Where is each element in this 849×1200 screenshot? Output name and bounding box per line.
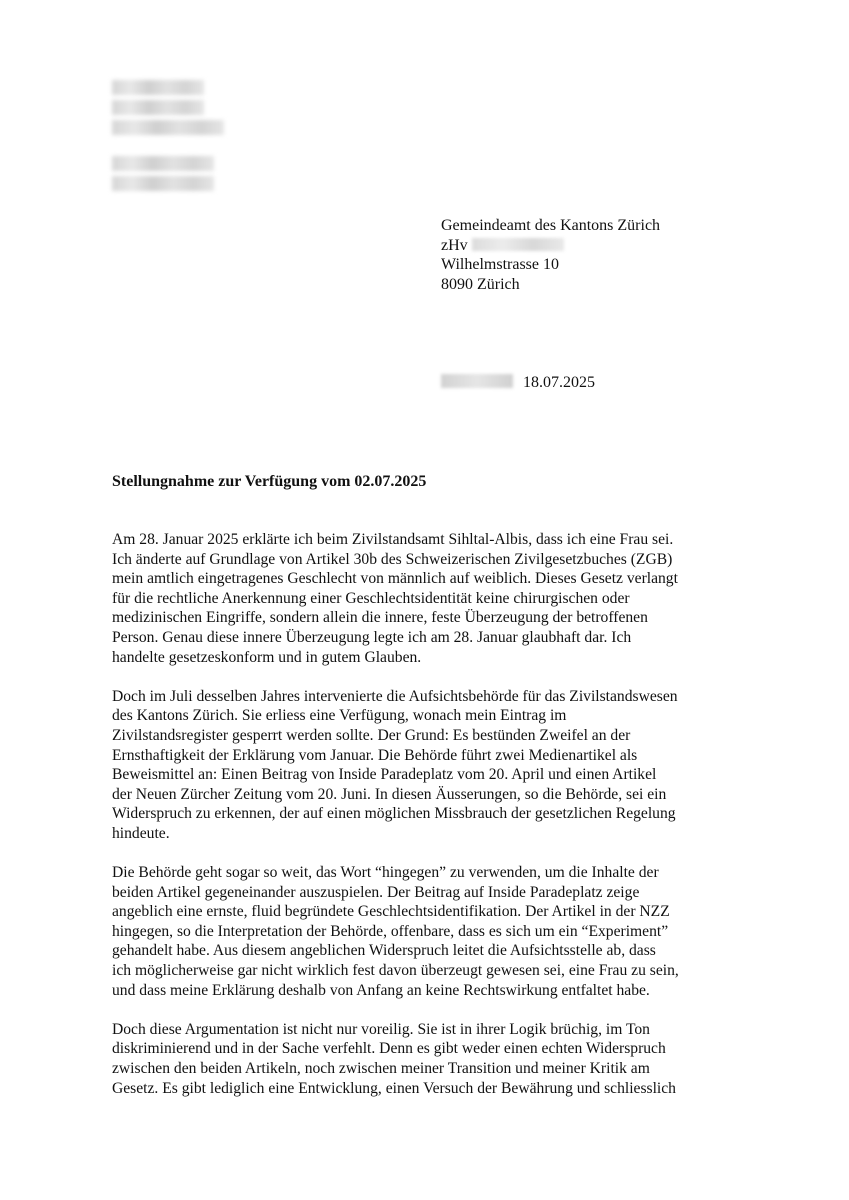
letter-subject: Stellungnahme zur Verfügung vom 02.07.2025 [112,473,427,490]
paragraph-line: Die Behörde geht sogar so weit, das Wort “hingegen” zu verwenden, um die Inhalte der [112,864,659,882]
recipient-line [441,236,660,256]
recipient-line: Wilhelmstrasse 10 [441,256,559,273]
body-paragraph [112,530,742,667]
redacted-line [112,156,214,171]
body-paragraph [112,1020,742,1098]
paragraph-line: ich möglicherweise gar nicht wirklich fest davon überzeugt gewesen sei, eine Frau zu sein, [112,962,679,980]
paragraph-line: medizinischen Eingriffe, sondern allein die innere, feste Überzeugung der betroffenen [112,609,648,627]
paragraph-line: Person. Genau diese innere Überzeugung legte ich am 28. Januar glaubhaft dar. Ich [112,628,632,646]
paragraph-line: mein amtlich eingetragenes Geschlecht von männlich auf weiblich. Dieses Gesetz verlangt [112,570,678,588]
place-date-line [441,373,595,393]
paragraph-line: und dass meine Erklärung deshalb von Anfang an keine Rechtswirkung entfaltet habe. [112,981,650,999]
paragraph-line: Gesetz. Es gibt lediglich eine Entwicklung, einen Versuch der Bewährung und schliesslich [112,1079,676,1097]
recipient-line: 8090 Zürich [441,275,520,293]
paragraph-line: Doch im Juli desselben Jahres intervenierte die Aufsichtsbehörde für das Zivilstandswesen [112,687,678,705]
paragraph-line: Widerspruch zu erkennen, der auf einen möglichen Missbrauch der gesetzlichen Regelung [112,805,676,823]
redacted-line [112,100,204,115]
paragraph-line: Am 28. Januar 2025 erklärte ich beim Zivilstandsamt Sihltal-Albis, dass ich eine Frau sei. [112,531,674,548]
paragraph-line: Zivilstandsregister gesperrt werden sollte. Der Grund: Es bestünden Zweifel an der [112,726,631,744]
paragraph-line: zwischen den beiden Artikeln, noch zwischen meiner Transition und meiner Kritik am [112,1060,650,1078]
paragraph-line: diskriminierend und in der Sache verfehlt. Denn es gibt weder einen echten Widerspruch [112,1040,666,1058]
recipient-address [441,216,660,294]
redacted-place [441,374,513,388]
paragraph-line: des Kantons Zürich. Sie erliess eine Verfügung, wonach mein Eintrag im [112,707,567,725]
paragraph-line: beiden Artikel gegeneinander auszuspielen. Der Beitrag auf Inside Paradeplatz zeige [112,883,640,901]
recipient-attention: zHv [441,236,468,254]
redacted-line [112,80,204,95]
body-paragraph [112,687,742,844]
paragraph-line: Ich änderte auf Grundlage von Artikel 30b des Schweizerischen Zivilgesetzbuches (ZGB) [112,550,673,568]
paragraph-line: handelte gesetzeskonform und in gutem Glauben. [112,648,422,666]
letter-date: 18.07.2025 [523,374,595,391]
redacted-line [112,176,214,191]
body-paragraph [112,863,742,1000]
redacted-line [112,120,224,135]
paragraph-line: angeblich eine ernste, fluid begründete Geschlechtsidentifikation. Der Artikel in der NZZ [112,903,670,921]
letter-body [112,530,742,1118]
redacted-name [472,238,564,251]
sender-address-redacted [112,80,252,196]
paragraph-line: Beweismittel an: Einen Beitrag von Inside Paradeplatz vom 20. April und einen Artikel [112,766,657,784]
paragraph-line: gehandelt habe. Aus diesem angeblichen Widerspruch leitet die Aufsichtsstelle ab, dass [112,942,656,960]
paragraph-line: hindeute. [112,824,170,842]
paragraph-line: hingegen, so die Interpretation der Behörde, offenbare, dass es sich um ein “Experiment” [112,922,669,940]
paragraph-line: für die rechtliche Anerkennung einer Geschlechtsidentität keine chirurgischen oder [112,589,630,607]
paragraph-line: der Neuen Zürcher Zeitung vom 20. Juni. In diesen Äusserungen, so die Behörde, sei ein [112,785,667,803]
paragraph-line: Ernsthaftigkeit der Erklärung vom Januar. Die Behörde führt zwei Medienartikel als [112,746,638,764]
recipient-line: Gemeindeamt des Kantons Zürich [441,217,661,234]
paragraph-line: Doch diese Argumentation ist nicht nur voreilig. Sie ist in ihrer Logik brüchig, im Ton [112,1020,650,1038]
